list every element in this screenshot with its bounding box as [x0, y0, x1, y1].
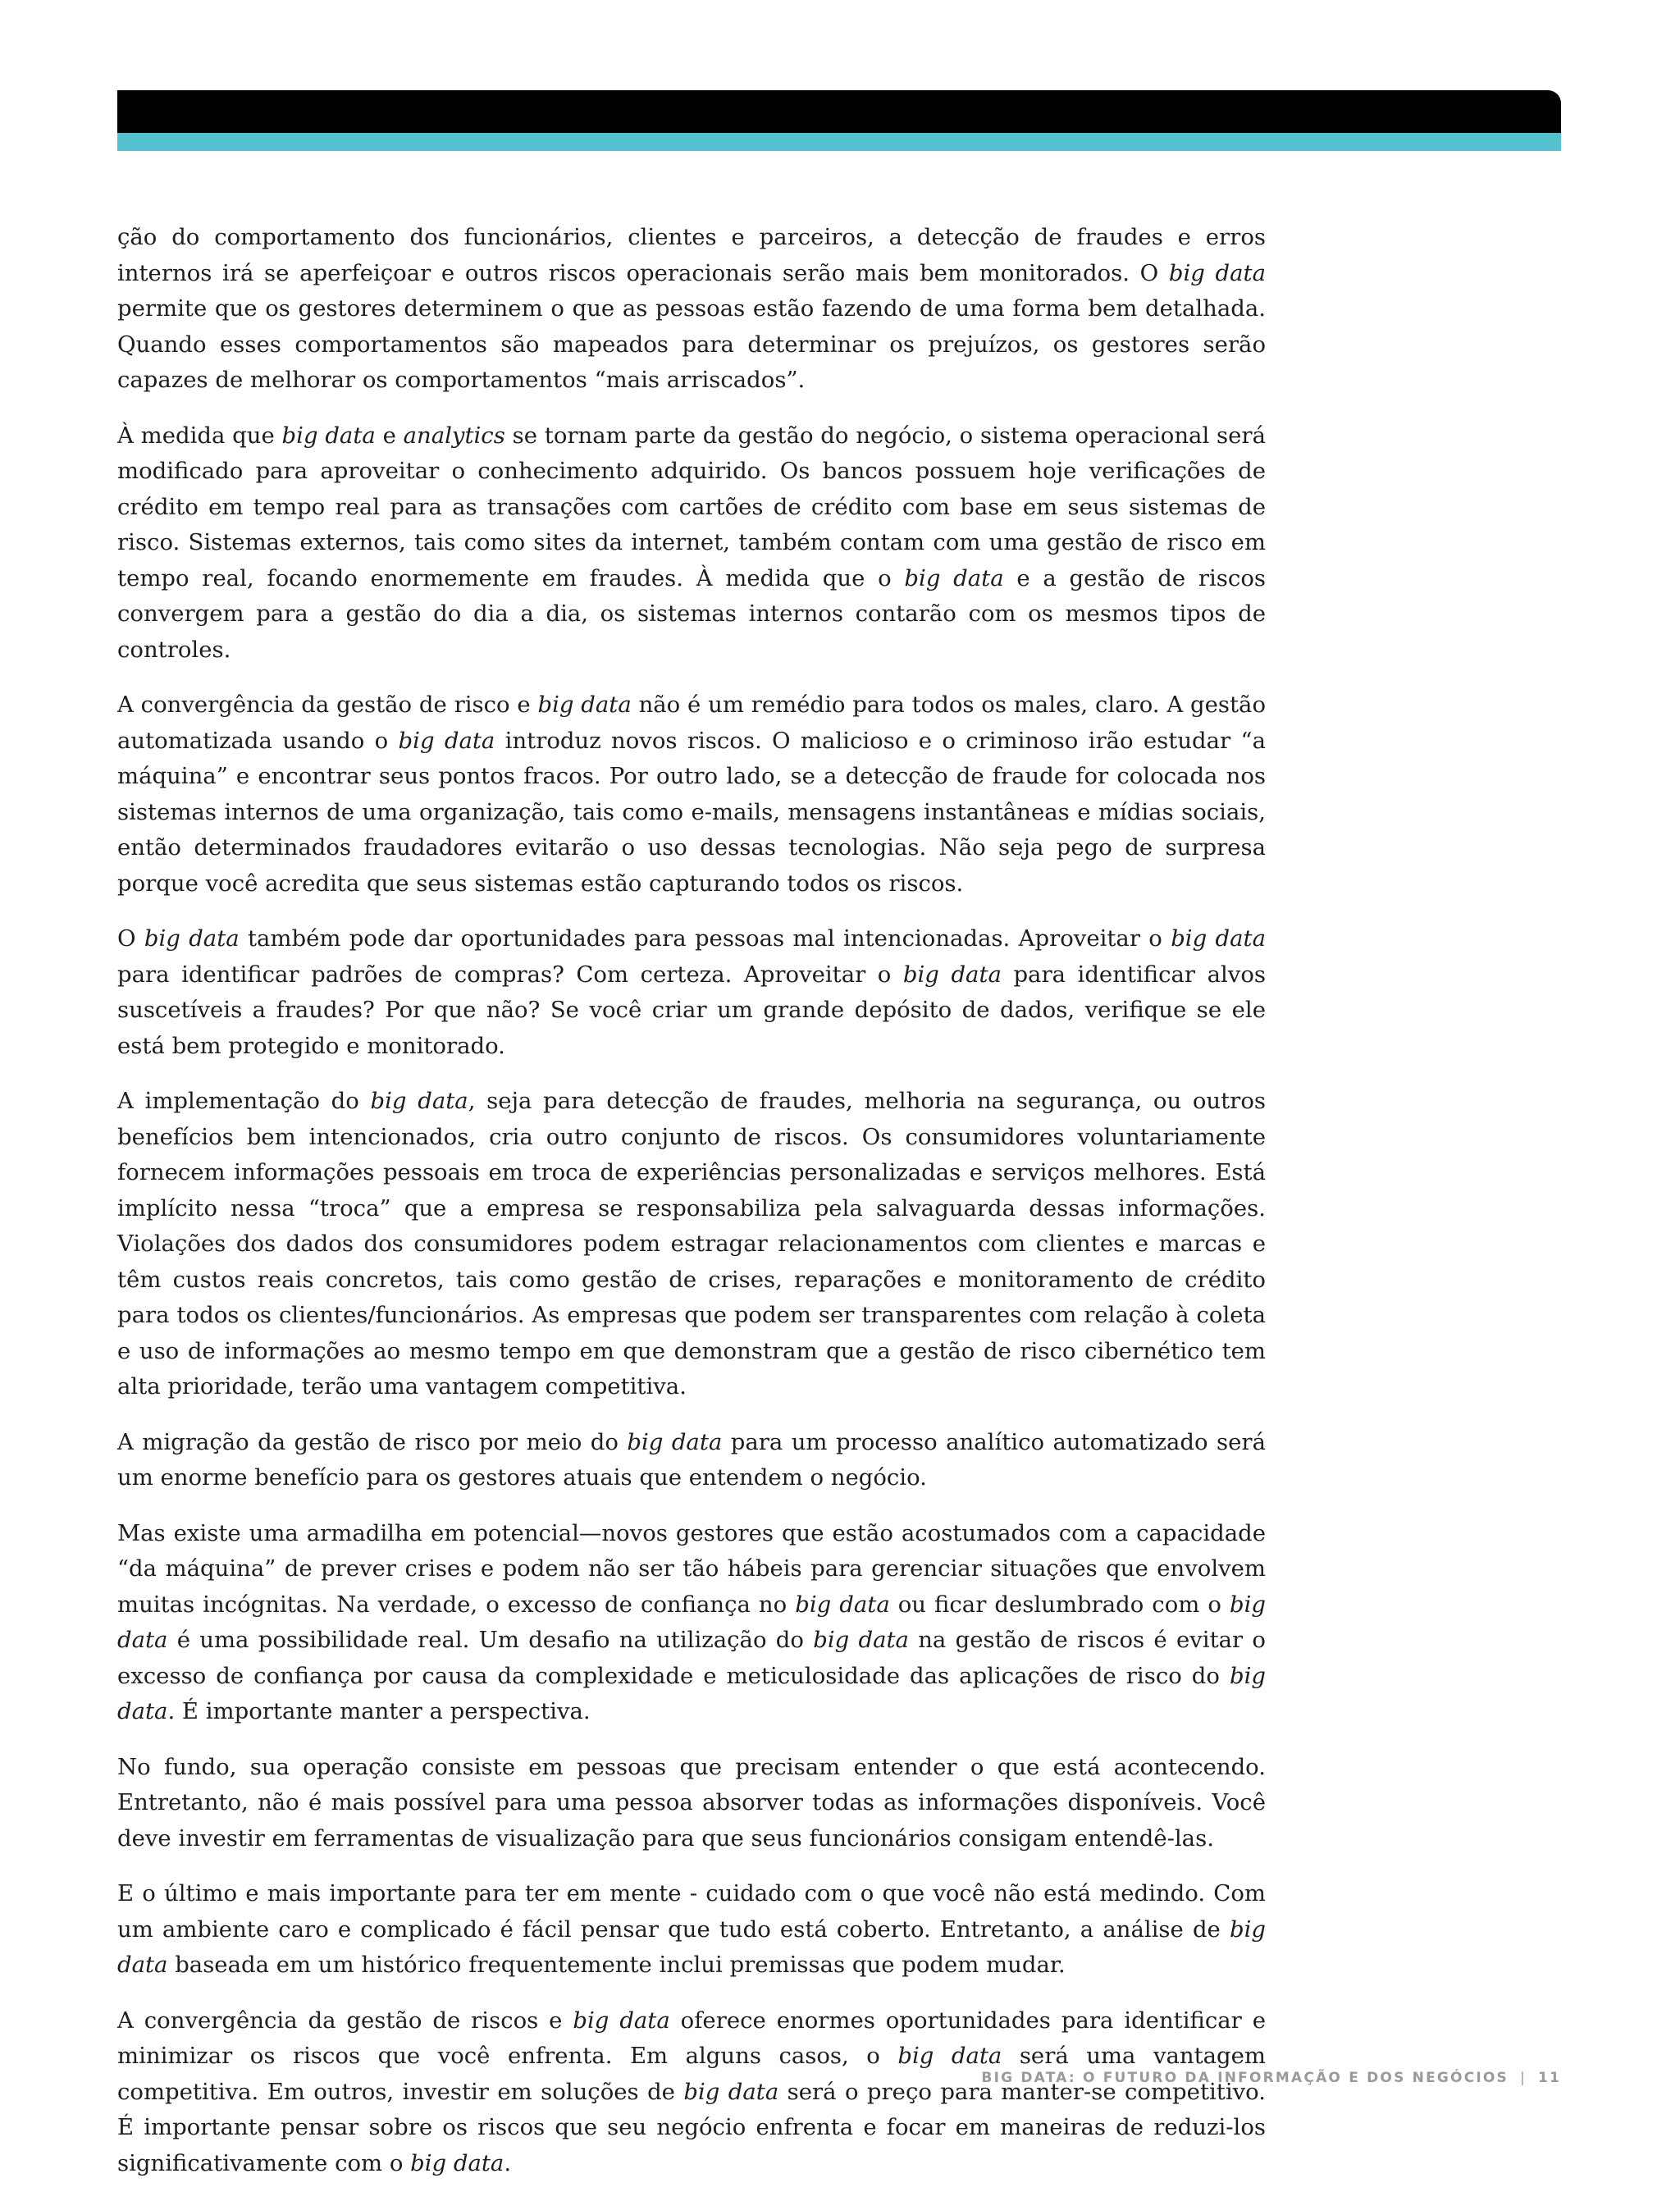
- paragraph: [117, 220, 1266, 399]
- italic-term: big data: [627, 1428, 723, 1455]
- text-run: . É importante manter a perspectiva.: [167, 1698, 591, 1724]
- paragraph: [117, 1876, 1266, 1984]
- text-run: também pode dar oportunidades para pessoas mal intencionadas. Aproveitar o: [239, 925, 1171, 952]
- italic-term: big data: [117, 1916, 1266, 1978]
- paragraph: [117, 1425, 1266, 1496]
- text-run: oferece enormes oportunidades para identificar e minimizar os riscos que você enfrenta. Em alguns casos, o: [117, 2007, 1266, 2069]
- italic-term: big data: [537, 692, 632, 718]
- text-run: O: [117, 925, 144, 952]
- text-run: permite que os gestores determinem o que as pessoas estão fazendo de uma forma bem detalhada. Quando esses comportamentos são mapeados para determinar os prejuízos, os gestores serão capazes de melhorar os comportamentos “mais arriscados”.: [117, 295, 1266, 393]
- text-run: se tornam parte da gestão do negócio, o sistema operacional será modificado para aproveitar o conhecimento adquirido. Os bancos possuem hoje verificações de crédito em tempo real para as transações com cartões de crédito com base em seus sistemas de risco. Sistemas externos, tais como sites da internet, também contam com uma gestão de risco em tempo real, focando enormemente em fraudes. À medida que o: [117, 422, 1266, 591]
- italic-term: big data: [683, 2078, 779, 2105]
- text-run: será o preço para manter-se competitivo. É importante pensar sobre os riscos que seu negócio enfrenta e focar em maneiras de reduzi-los significativamente com o: [117, 2078, 1266, 2176]
- italic-term: big data: [1171, 925, 1266, 952]
- text-run: , seja para detecção de fraudes, melhoria na segurança, ou outros benefícios bem intencionados, cria outro conjunto de riscos. Os consumidores voluntariamente fornecem informações pessoais em troca de experiências personalizadas e serviços melhores. Está implícito nessa “troca” que a empresa se responsabiliza pela salvaguarda dessas informações. Violações dos dados dos consumidores podem estragar relacionamentos com clientes e marcas e têm custos reais concretos, tais como gestão de crises, reparações e monitoramento de crédito para todos os clientes/funcionários. As empresas que podem ser transparentes com relação à coleta e uso de informações ao mesmo tempo em que demonstram que a gestão de risco cibernético tem alta prioridade, terão uma vantagem competitiva.: [117, 1088, 1266, 1400]
- paragraph: [117, 418, 1266, 669]
- text-run: é uma possibilidade real. Um desafio na utilização do: [167, 1627, 814, 1653]
- italic-term: big data: [117, 1591, 1266, 1653]
- italic-term: big data: [795, 1591, 890, 1618]
- footer-title: BIG DATA: O FUTURO DA INFORMAÇÃO E DOS NEGÓCIOS: [981, 2070, 1509, 2086]
- text-run: À medida que: [117, 422, 282, 449]
- italic-term: analytics: [403, 422, 505, 449]
- italic-term: big data: [573, 2007, 670, 2034]
- paragraph: [117, 1516, 1266, 1730]
- text-run: não é um remédio para todos os males, claro. A gestão automatizada usando o: [117, 692, 1267, 754]
- text-run: na gestão de riscos é evitar o excesso de confiança por causa da complexidade e meticulosidade das aplicações de risco do: [117, 1627, 1266, 1689]
- text-run: para identificar padrões de compras? Com certeza. Aproveitar o: [117, 961, 903, 988]
- article-body: [117, 220, 1266, 2201]
- paragraph: [117, 1750, 1266, 1857]
- italic-term: big data: [144, 925, 240, 952]
- text-run: E o último e mais importante para ter em mente - cuidado com o que você não está medindo. Com um ambiente caro e complicado é fácil pensar que tudo está coberto. Entretanto, a análise de: [117, 1880, 1266, 1943]
- text-run: e a gestão de riscos convergem para a gestão do dia a dia, os sistemas internos contarão com os mesmos tipos de controles.: [117, 564, 1266, 663]
- text-run: para um processo analítico automatizado será um enorme benefício para os gestores atuais que entendem o negócio.: [117, 1428, 1266, 1491]
- paragraph: [117, 687, 1266, 902]
- italic-term: big data: [410, 2149, 504, 2176]
- italic-term: big data: [370, 1088, 468, 1114]
- italic-term: big data: [902, 961, 1002, 988]
- text-run: A convergência da gestão de riscos e: [117, 2007, 573, 2034]
- paragraph: [117, 921, 1266, 1064]
- text-run: ou ficar deslumbrado com o: [889, 1591, 1230, 1618]
- page-footer: [981, 2070, 1561, 2086]
- text-run: Mas existe uma armadilha em potencial—novos gestores que estão acostumados com a capacidade “da máquina” de prever crises e podem não ser tão hábeis para gerenciar situações que envolvem muitas incógnitas. Na verdade, o excesso de confiança no: [117, 1519, 1266, 1618]
- header-teal-stripe: [117, 133, 1561, 151]
- italic-term: big data: [1168, 259, 1266, 286]
- text-run: para identificar alvos suscetíveis a fraudes? Por que não? Se você criar um grande depósito de dados, verifique se ele está bem protegido e monitorado.: [117, 961, 1266, 1059]
- text-run: ção do comportamento dos funcionários, clientes e parceiros, a detecção de fraudes e erros internos irá se aperfeiçoar e outros riscos operacionais serão mais bem monitorados. O: [117, 224, 1266, 286]
- italic-term: big data: [398, 727, 495, 754]
- paragraph: [117, 1084, 1266, 1405]
- text-run: No fundo, sua operação consiste em pessoas que precisam entender o que está acontecendo. Entretanto, não é mais possível para uma pessoa absorver todas as informações disponíveis. Você deve investir em ferramentas de visualização para que seus funcionários consigam entendê-las.: [117, 1753, 1266, 1852]
- header-black-bar: [117, 90, 1561, 133]
- text-run: A implementação do: [117, 1088, 371, 1114]
- italic-term: big data: [897, 2043, 1002, 2069]
- text-run: será uma vantagem competitiva. Em outros, investir em soluções de: [117, 2043, 1266, 2105]
- text-run: A migração da gestão de risco por meio do: [117, 1428, 628, 1455]
- italic-term: big data: [117, 1662, 1266, 1724]
- text-run: introduz novos riscos. O malicioso e o criminoso irão estudar “a máquina” e encontrar seus pontos fracos. Por outro lado, se a detecção de fraude for colocada nos sistemas internos de uma organização, tais como e-mails, mensagens instantâneas e mídias sociais, então determinados fraudadores evitarão o uso dessas tecnologias. Não seja pego de surpresa porque você acredita que seus sistemas estão capturando todos os riscos.: [117, 727, 1266, 897]
- italic-term: big data: [281, 422, 376, 449]
- footer-separator: |: [1520, 2070, 1527, 2086]
- italic-term: big data: [904, 564, 1004, 591]
- header-band: [117, 90, 1561, 151]
- page-number: 11: [1537, 2070, 1561, 2086]
- italic-term: big data: [813, 1627, 909, 1653]
- text-run: A convergência da gestão de risco e: [117, 692, 538, 718]
- paragraph: [117, 2003, 1266, 2182]
- text-run: e: [375, 422, 404, 449]
- text-run: baseada em um histórico frequentemente inclui premissas que podem mudar.: [167, 1952, 1066, 1978]
- text-run: .: [504, 2149, 512, 2176]
